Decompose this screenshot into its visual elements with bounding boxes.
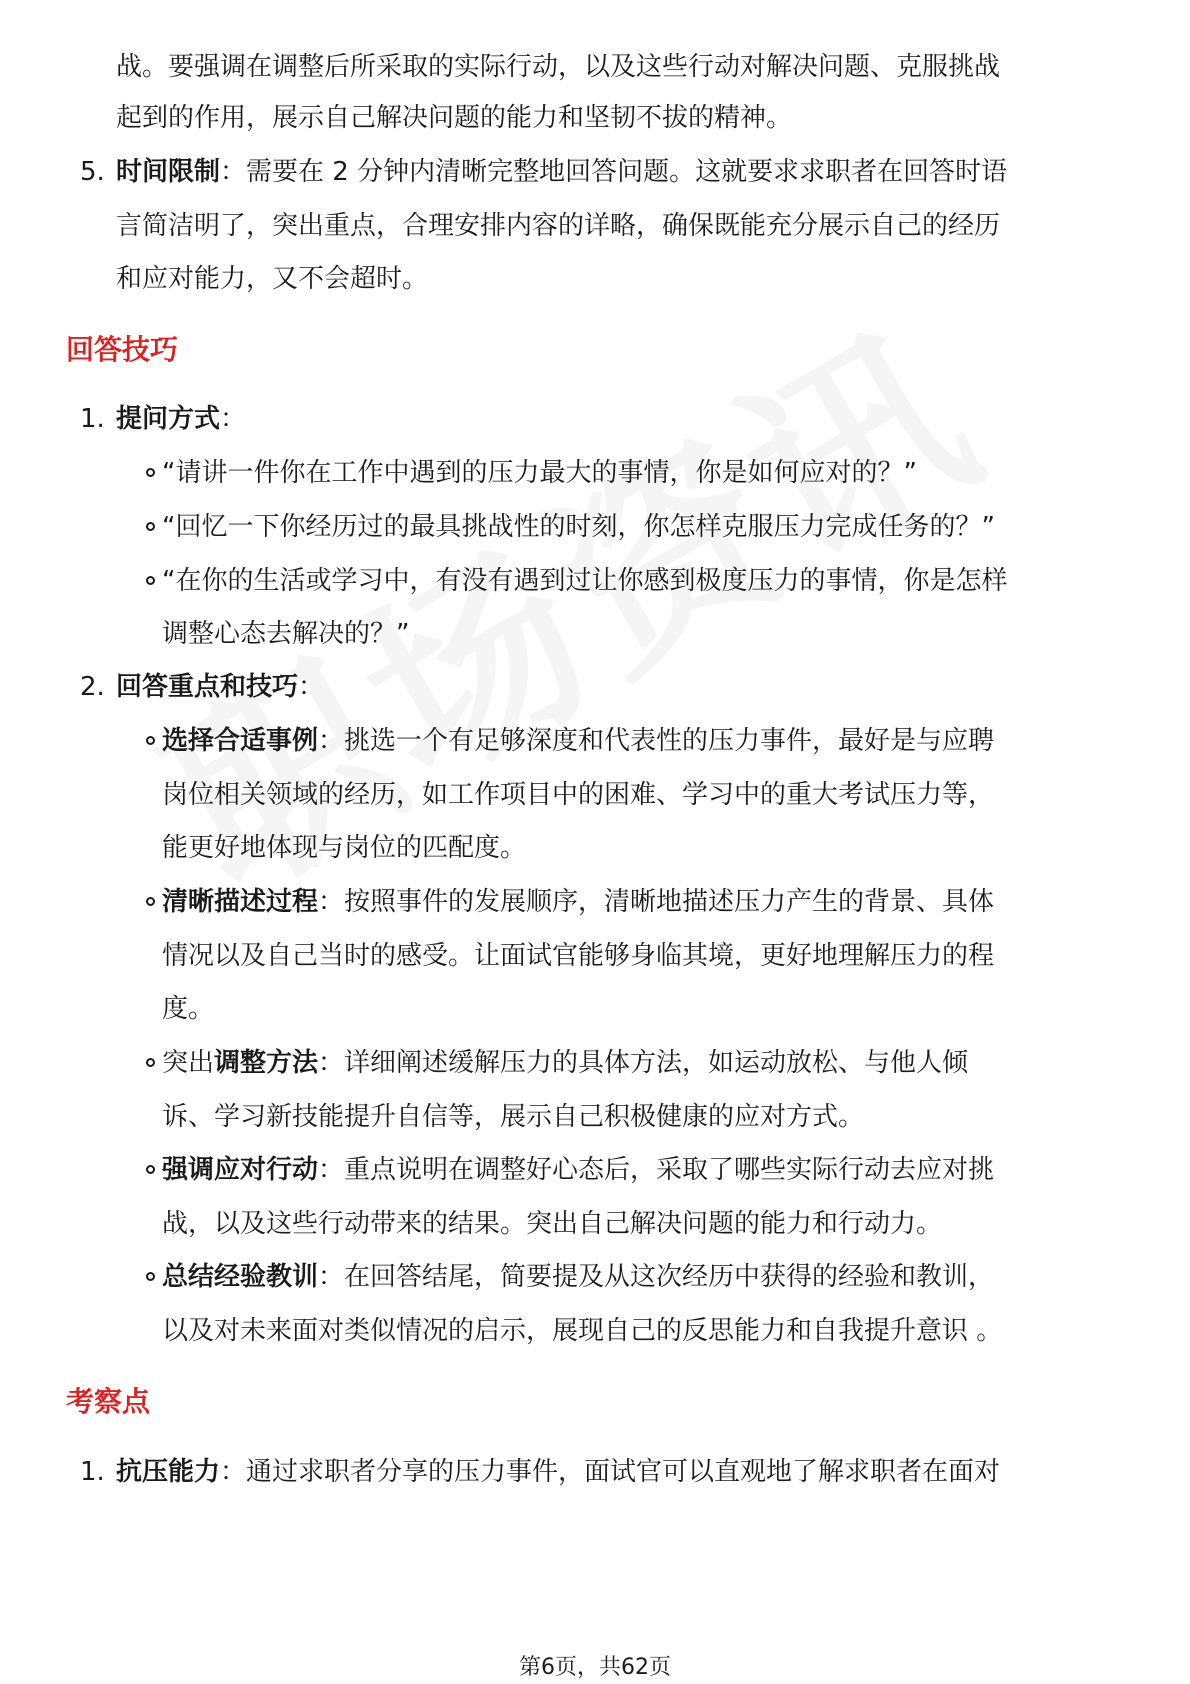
paragraph-line: 战，以及这些行动带来的结果。突出自己解决问题的能力和行动力。 [162,1209,943,1239]
sub-item-title: 选择合适事例 [162,726,319,756]
question-line: “请讲一件你在工作中遇到的压力最大的事情，你是如何应对的？” [162,458,917,488]
paragraph-line: 起到的作用，展示自己解决问题的能力和坚韧不拔的精神。 [116,103,793,133]
sub-item-text: ：重点说明在调整好心态后，采取了哪些实际行动去应对挑 [318,1155,995,1185]
list-item [116,390,246,448]
list-item [116,1443,1000,1501]
bullet-icon [146,1165,155,1174]
paragraph-line: 战。要强调在调整后所采取的实际行动，以及这些行动对解决问题、克服挑战 [116,52,1001,82]
list-number: 2. [80,672,105,702]
sub-item-title: 总结经验教训 [162,1262,319,1292]
item-title: 抗压能力 [116,1457,221,1487]
list-item [116,143,1007,201]
paragraph-line: 和应对能力，又不会超时。 [116,264,429,294]
page-footer: 第6页，共62页 [519,1655,671,1680]
sub-item [162,1248,994,1306]
sub-item [162,1034,968,1092]
bullet-icon [146,736,155,745]
item-title: 提问方式 [116,404,221,434]
bullet-icon [146,468,155,477]
section-heading-tips: 回答技巧 [66,333,179,366]
sub-item [162,873,994,931]
sub-item [162,712,994,770]
list-number: 1. [80,1457,105,1487]
sub-item-title: 清晰描述过程 [162,887,319,917]
paragraph-line: 诉、学习新技能提升自信等，展示自己积极健康的应对方式。 [162,1102,865,1132]
sub-item [162,1141,994,1199]
paragraph-line: 言简洁明了，突出重点，合理安排内容的详略，确保既能充分展示自己的经历 [116,211,1001,241]
item-colon: ： [298,672,325,702]
list-number: 5. [80,157,105,187]
section-heading-points: 考察点 [66,1385,151,1418]
question-line: 调整心态去解决的？” [162,619,410,649]
paragraph-line: 岗位相关领域的经历，如工作项目中的困难、学习中的重大考试压力等， [162,780,995,810]
item-text: ：通过求职者分享的压力事件，面试官可以直观地了解求职者在面对 [220,1457,1001,1487]
bullet-icon [146,522,155,531]
bullet-icon [146,576,155,585]
sub-item-title: 调整方法 [214,1048,319,1078]
bullet-icon [146,897,155,906]
sub-item-title: 强调应对行动 [162,1155,319,1185]
paragraph-line: 情况以及自己当时的感受。让面试官能够身临其境，更好地理解压力的程 [162,941,995,971]
sub-item-text: ：挑选一个有足够深度和代表性的压力事件，最好是与应聘 [318,726,995,756]
sub-item-prefix: 突出 [162,1048,215,1078]
bullet-icon [146,1058,155,1067]
bullet-icon [146,1272,155,1281]
question-line: “在你的生活或学习中，有没有遇到过让你感到极度压力的事情，你是怎样 [162,566,1008,596]
list-number: 1. [80,404,105,434]
item-title: 时间限制 [116,157,221,187]
sub-item-text: ：按照事件的发展顺序，清晰地描述压力产生的背景、具体 [318,887,995,917]
sub-item-text: ：在回答结尾，简要提及从这次经历中获得的经验和教训， [318,1262,995,1292]
item-colon: ： [220,404,247,434]
list-item [116,658,324,716]
paragraph-line: 以及对未来面对类似情况的启示，展现自己的反思能力和自我提升意识 。 [162,1316,1003,1346]
item-title: 回答重点和技巧 [116,672,299,702]
question-line: “回忆一下你经历过的最具挑战性的时刻，你怎样克服压力完成任务的？” [162,512,995,542]
paragraph-line: 能更好地体现与岗位的匹配度。 [162,833,527,863]
sub-item-text: ：详细阐述缓解压力的具体方法，如运动放松、与他人倾 [318,1048,969,1078]
paragraph-line: 度。 [162,994,215,1024]
item-text: ：需要在 2 分钟内清晰完整地回答问题。这就要求求职者在回答时语 [220,157,1008,187]
